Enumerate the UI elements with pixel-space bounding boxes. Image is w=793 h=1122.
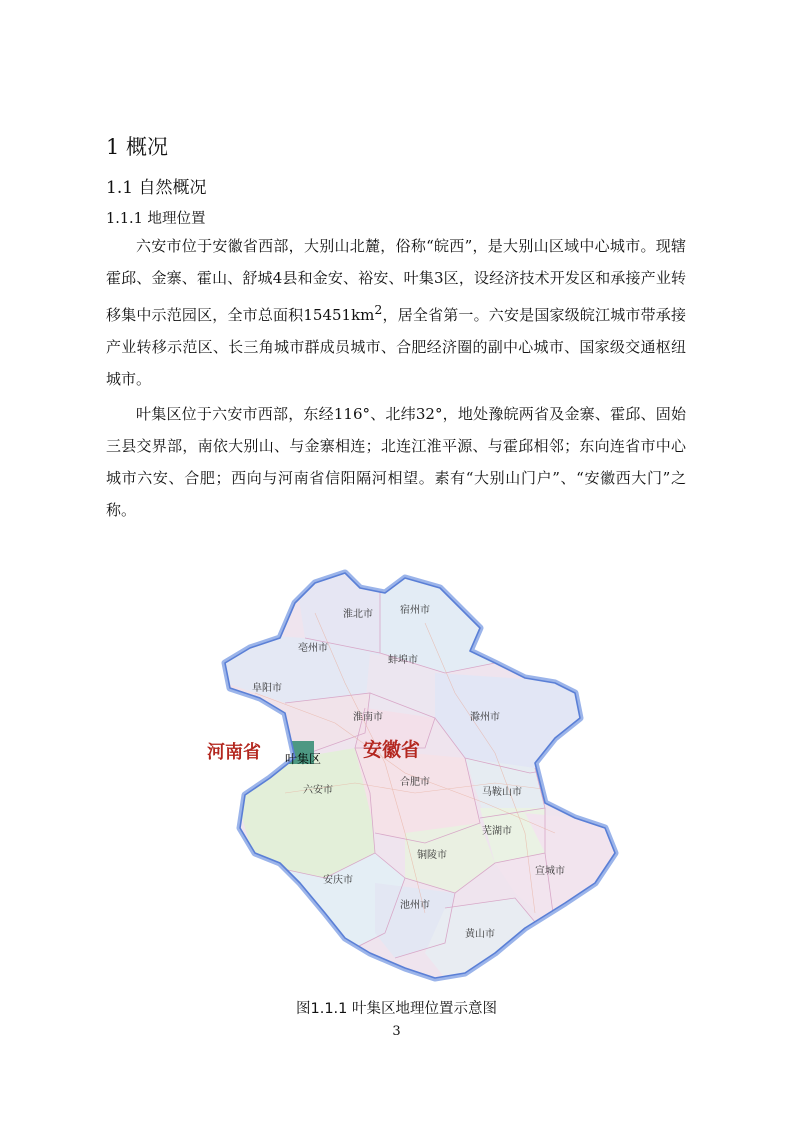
label-tongling: 铜陵市 <box>417 850 447 861</box>
paragraph-yeji: 叶集区位于六安市西部，东经116°、北纬32°，地处豫皖两省及金寨、霍邱、固始三县交界部，南依大别山、与金寨相连；北连江淮平源、与霍邱相邻；东向连省市中心城市六安、合肥；西向与河南省信阳隔河相望。素有“大别山门户”、“安徽西大门”之称。 <box>106 405 686 519</box>
label-xuancheng: 宣城市 <box>535 866 565 877</box>
label-anhui-province: 安徽省 <box>363 739 421 761</box>
label-yeji: 叶集区 <box>285 752 322 766</box>
label-wuhu: 芜湖市 <box>482 826 512 837</box>
page-number: 3 <box>392 1024 401 1039</box>
paragraph-liuan-text-b: ，居全省第一。六安是国家级皖江城市带承接产业转移示范区、长三角城市群成员城市、合肥经济圈的副中心城市、国家级交通枢纽城市。 <box>106 306 686 388</box>
paragraph-liuan <box>106 230 686 395</box>
label-suzhou: 宿州市 <box>400 605 430 616</box>
location-map <box>195 533 635 988</box>
label-anqing: 安庆市 <box>323 875 353 886</box>
label-huangshan: 黄山市 <box>465 929 495 940</box>
label-henan-province: 河南省 <box>207 742 261 763</box>
label-bozhou: 亳州市 <box>298 643 328 654</box>
label-huainan: 淮南市 <box>353 712 383 723</box>
label-bengbu: 蚌埠市 <box>388 655 418 666</box>
label-huaibei: 淮北市 <box>343 609 373 620</box>
region-liuan <box>235 748 375 878</box>
label-chizhou: 池州市 <box>400 900 430 911</box>
subsection-heading: 1.1 自然概况 <box>106 178 207 198</box>
subsubsection-heading: 1.1.1 地理位置 <box>106 211 206 227</box>
label-hefei: 合肥市 <box>400 777 430 788</box>
section-heading: 1 概况 <box>106 135 169 159</box>
label-fuyang: 阜阳市 <box>252 683 282 694</box>
label-liuan: 六安市 <box>303 785 333 796</box>
paragraph-liuan-text-a: 六安市位于安徽省西部，大别山北麓，俗称“皖西”，是大别山区域中心城市。现辖霍邱、金寨、霍山、舒城4县和金安、裕安、叶集3区，设经济技术开发区和承接产业转移集中示范园区，全市总面积15451km <box>106 237 686 324</box>
label-chuzhou: 滁州市 <box>470 712 500 723</box>
label-maanshan: 马鞍山市 <box>482 787 522 798</box>
figure-caption: 图1.1.1 叶集区地理位置示意图 <box>295 1001 497 1017</box>
superscript-2: 2 <box>374 302 383 317</box>
